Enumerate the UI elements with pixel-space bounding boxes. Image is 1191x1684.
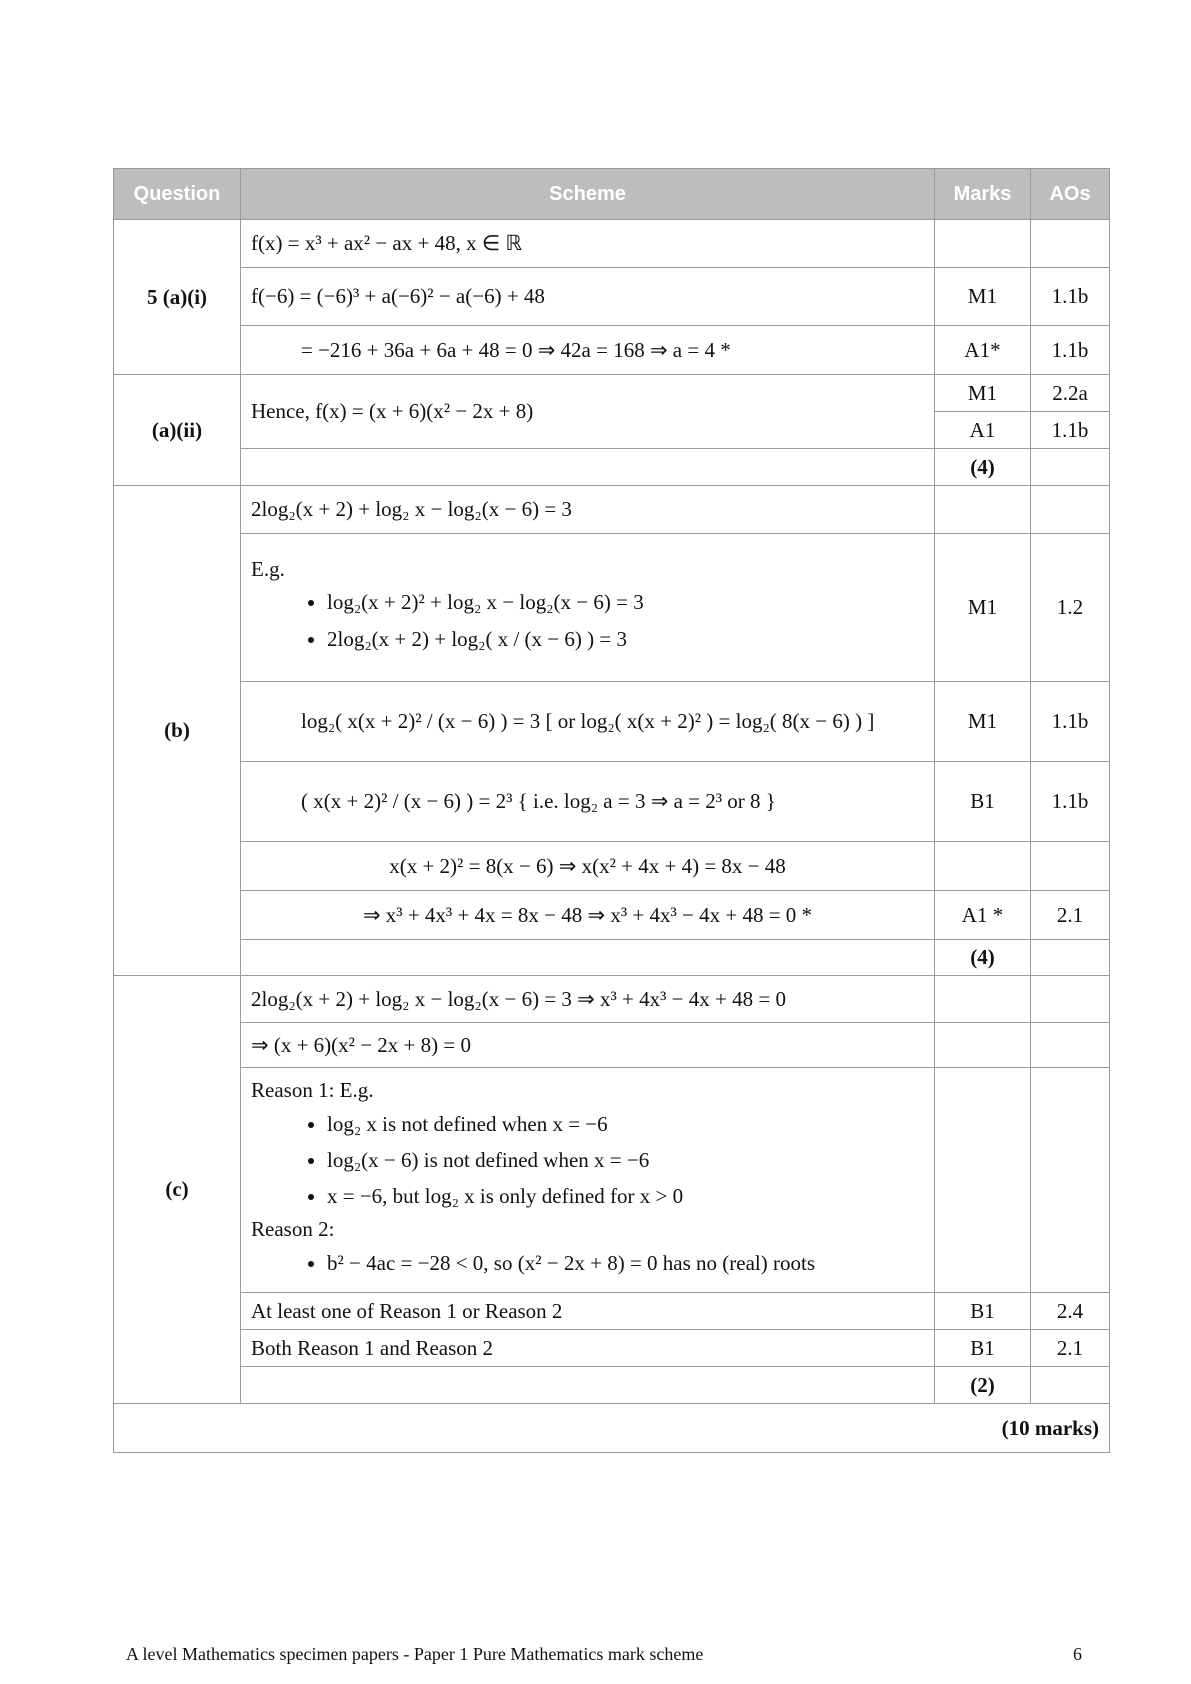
aos-cell: 2.2a — [1031, 375, 1110, 412]
scheme-cell: 2log₂(x + 2) + log₂ x − log₂(x − 6) = 3 — [241, 486, 935, 534]
aos-cell: 1.1b — [1031, 326, 1110, 375]
reason1-label: Reason 1: E.g. — [251, 1078, 374, 1103]
aos-cell: 1.1b — [1031, 762, 1110, 842]
aos-cell: 1.1b — [1031, 412, 1110, 449]
page-footer — [126, 1644, 1082, 1665]
table-row — [114, 976, 1110, 1023]
mark-scheme-table — [113, 168, 1110, 1453]
scheme-cell: 2log₂(x + 2) + log₂ x − log₂(x − 6) = 3 ⇒ x³ + 4x³ − 4x + 48 = 0 — [241, 976, 935, 1023]
table-row — [114, 268, 1110, 326]
subtotal-cell: (4) — [935, 449, 1031, 486]
table-row — [114, 842, 1110, 891]
scheme-cell — [241, 940, 935, 976]
list-item: • b² − 4ac = −28 < 0, so (x² − 2x + 8) = 0 has no (real) roots — [327, 1245, 924, 1281]
list-item: • log₂ x is not defined when x = −6 — [327, 1106, 924, 1142]
table-row — [114, 534, 1110, 682]
total-row — [114, 1404, 1110, 1453]
eg-label: E.g. — [251, 557, 285, 582]
table-row — [114, 1293, 1110, 1330]
scheme-cell: = −216 + 36a + 6a + 48 = 0 ⇒ 42a = 168 ⇒ a = 4 * — [241, 326, 935, 375]
aos-cell — [1031, 842, 1110, 891]
aos-cell: 1.1b — [1031, 268, 1110, 326]
table-row — [114, 682, 1110, 762]
subtotal-cell: (4) — [935, 940, 1031, 976]
table-row — [114, 1367, 1110, 1404]
scheme-cell: f(x) = x³ + ax² − ax + 48, x ∈ ℝ — [241, 220, 935, 268]
list-item: • 2log₂(x + 2) + log₂( x / (x − 6) ) = 3 — [327, 621, 924, 657]
reason2-label: Reason 2: — [251, 1217, 335, 1242]
table-row — [114, 1330, 1110, 1367]
scheme-cell — [241, 1367, 935, 1404]
list-item: • log₂(x − 6) is not defined when x = −6 — [327, 1142, 924, 1178]
table-row — [114, 449, 1110, 486]
aos-cell — [1031, 1023, 1110, 1068]
table-row — [114, 375, 1110, 412]
table-row — [114, 762, 1110, 842]
marks-cell: M1 — [935, 375, 1031, 412]
question-label: (b) — [114, 486, 241, 976]
footer-text: A level Mathematics specimen papers - Paper 1 Pure Mathematics mark scheme — [126, 1644, 704, 1664]
scheme-cell: Both Reason 1 and Reason 2 — [241, 1330, 935, 1367]
page-number: 6 — [1073, 1644, 1082, 1664]
header-row — [114, 169, 1110, 220]
aos-cell — [1031, 449, 1110, 486]
scheme-cell: Hence, f(x) = (x + 6)(x² − 2x + 8) — [241, 375, 935, 449]
aos-cell: 2.1 — [1031, 891, 1110, 940]
aos-cell — [1031, 1367, 1110, 1404]
aos-cell: 1.2 — [1031, 534, 1110, 682]
aos-cell — [1031, 486, 1110, 534]
marks-cell — [935, 976, 1031, 1023]
marks-cell: A1* — [935, 326, 1031, 375]
marks-cell — [935, 1068, 1031, 1293]
marks-cell: B1 — [935, 762, 1031, 842]
marks-cell: M1 — [935, 534, 1031, 682]
aos-cell: 2.1 — [1031, 1330, 1110, 1367]
table-row — [114, 326, 1110, 375]
header-scheme: Scheme — [241, 169, 935, 220]
marks-cell: M1 — [935, 268, 1031, 326]
header-marks: Marks — [935, 169, 1031, 220]
table-row — [114, 220, 1110, 268]
marks-cell: A1 * — [935, 891, 1031, 940]
total-marks: (10 marks) — [114, 1404, 1110, 1453]
scheme-cell — [241, 534, 935, 682]
list-item: • x = −6, but log₂ x is only defined for x > 0 — [327, 1178, 924, 1214]
list-item: • log₂(x + 2)² + log₂ x − log₂(x − 6) = 3 — [327, 584, 924, 620]
marks-cell: B1 — [935, 1330, 1031, 1367]
question-label: (c) — [114, 976, 241, 1404]
table-row — [114, 940, 1110, 976]
scheme-cell: ( x(x + 2)² / (x − 6) ) = 2³ { i.e. log₂ a = 3 ⇒ a = 2³ or 8 } — [241, 762, 935, 842]
reason1-list — [251, 1106, 924, 1215]
eg-list — [251, 584, 924, 657]
question-label: (a)(ii) — [114, 375, 241, 486]
scheme-cell: f(−6) = (−6)³ + a(−6)² − a(−6) + 48 — [241, 268, 935, 326]
aos-cell: 2.4 — [1031, 1293, 1110, 1330]
table-row — [114, 891, 1110, 940]
marks-cell — [935, 220, 1031, 268]
marks-cell: B1 — [935, 1293, 1031, 1330]
scheme-cell: ⇒ x³ + 4x³ + 4x = 8x − 48 ⇒ x³ + 4x³ − 4x + 48 = 0 * — [241, 891, 935, 940]
marks-cell — [935, 1023, 1031, 1068]
scheme-cell: log₂( x(x + 2)² / (x − 6) ) = 3 [ or log₂( x(x + 2)² ) = log₂( 8(x − 6) ) ] — [241, 682, 935, 762]
aos-cell — [1031, 940, 1110, 976]
aos-cell — [1031, 220, 1110, 268]
scheme-cell — [241, 1068, 935, 1293]
aos-cell — [1031, 1068, 1110, 1293]
header-aos: AOs — [1031, 169, 1110, 220]
header-question: Question — [114, 169, 241, 220]
aos-cell — [1031, 976, 1110, 1023]
marks-cell — [935, 842, 1031, 891]
table-row — [114, 1023, 1110, 1068]
marks-cell: A1 — [935, 412, 1031, 449]
scheme-cell: At least one of Reason 1 or Reason 2 — [241, 1293, 935, 1330]
question-label: 5 (a)(i) — [114, 220, 241, 375]
marks-cell — [935, 486, 1031, 534]
table-row — [114, 486, 1110, 534]
scheme-cell: x(x + 2)² = 8(x − 6) ⇒ x(x² + 4x + 4) = 8x − 48 — [241, 842, 935, 891]
subtotal-cell: (2) — [935, 1367, 1031, 1404]
reason2-list — [251, 1245, 924, 1281]
scheme-cell — [241, 449, 935, 486]
aos-cell: 1.1b — [1031, 682, 1110, 762]
table-row — [114, 1068, 1110, 1293]
scheme-cell: ⇒ (x + 6)(x² − 2x + 8) = 0 — [241, 1023, 935, 1068]
marks-cell: M1 — [935, 682, 1031, 762]
